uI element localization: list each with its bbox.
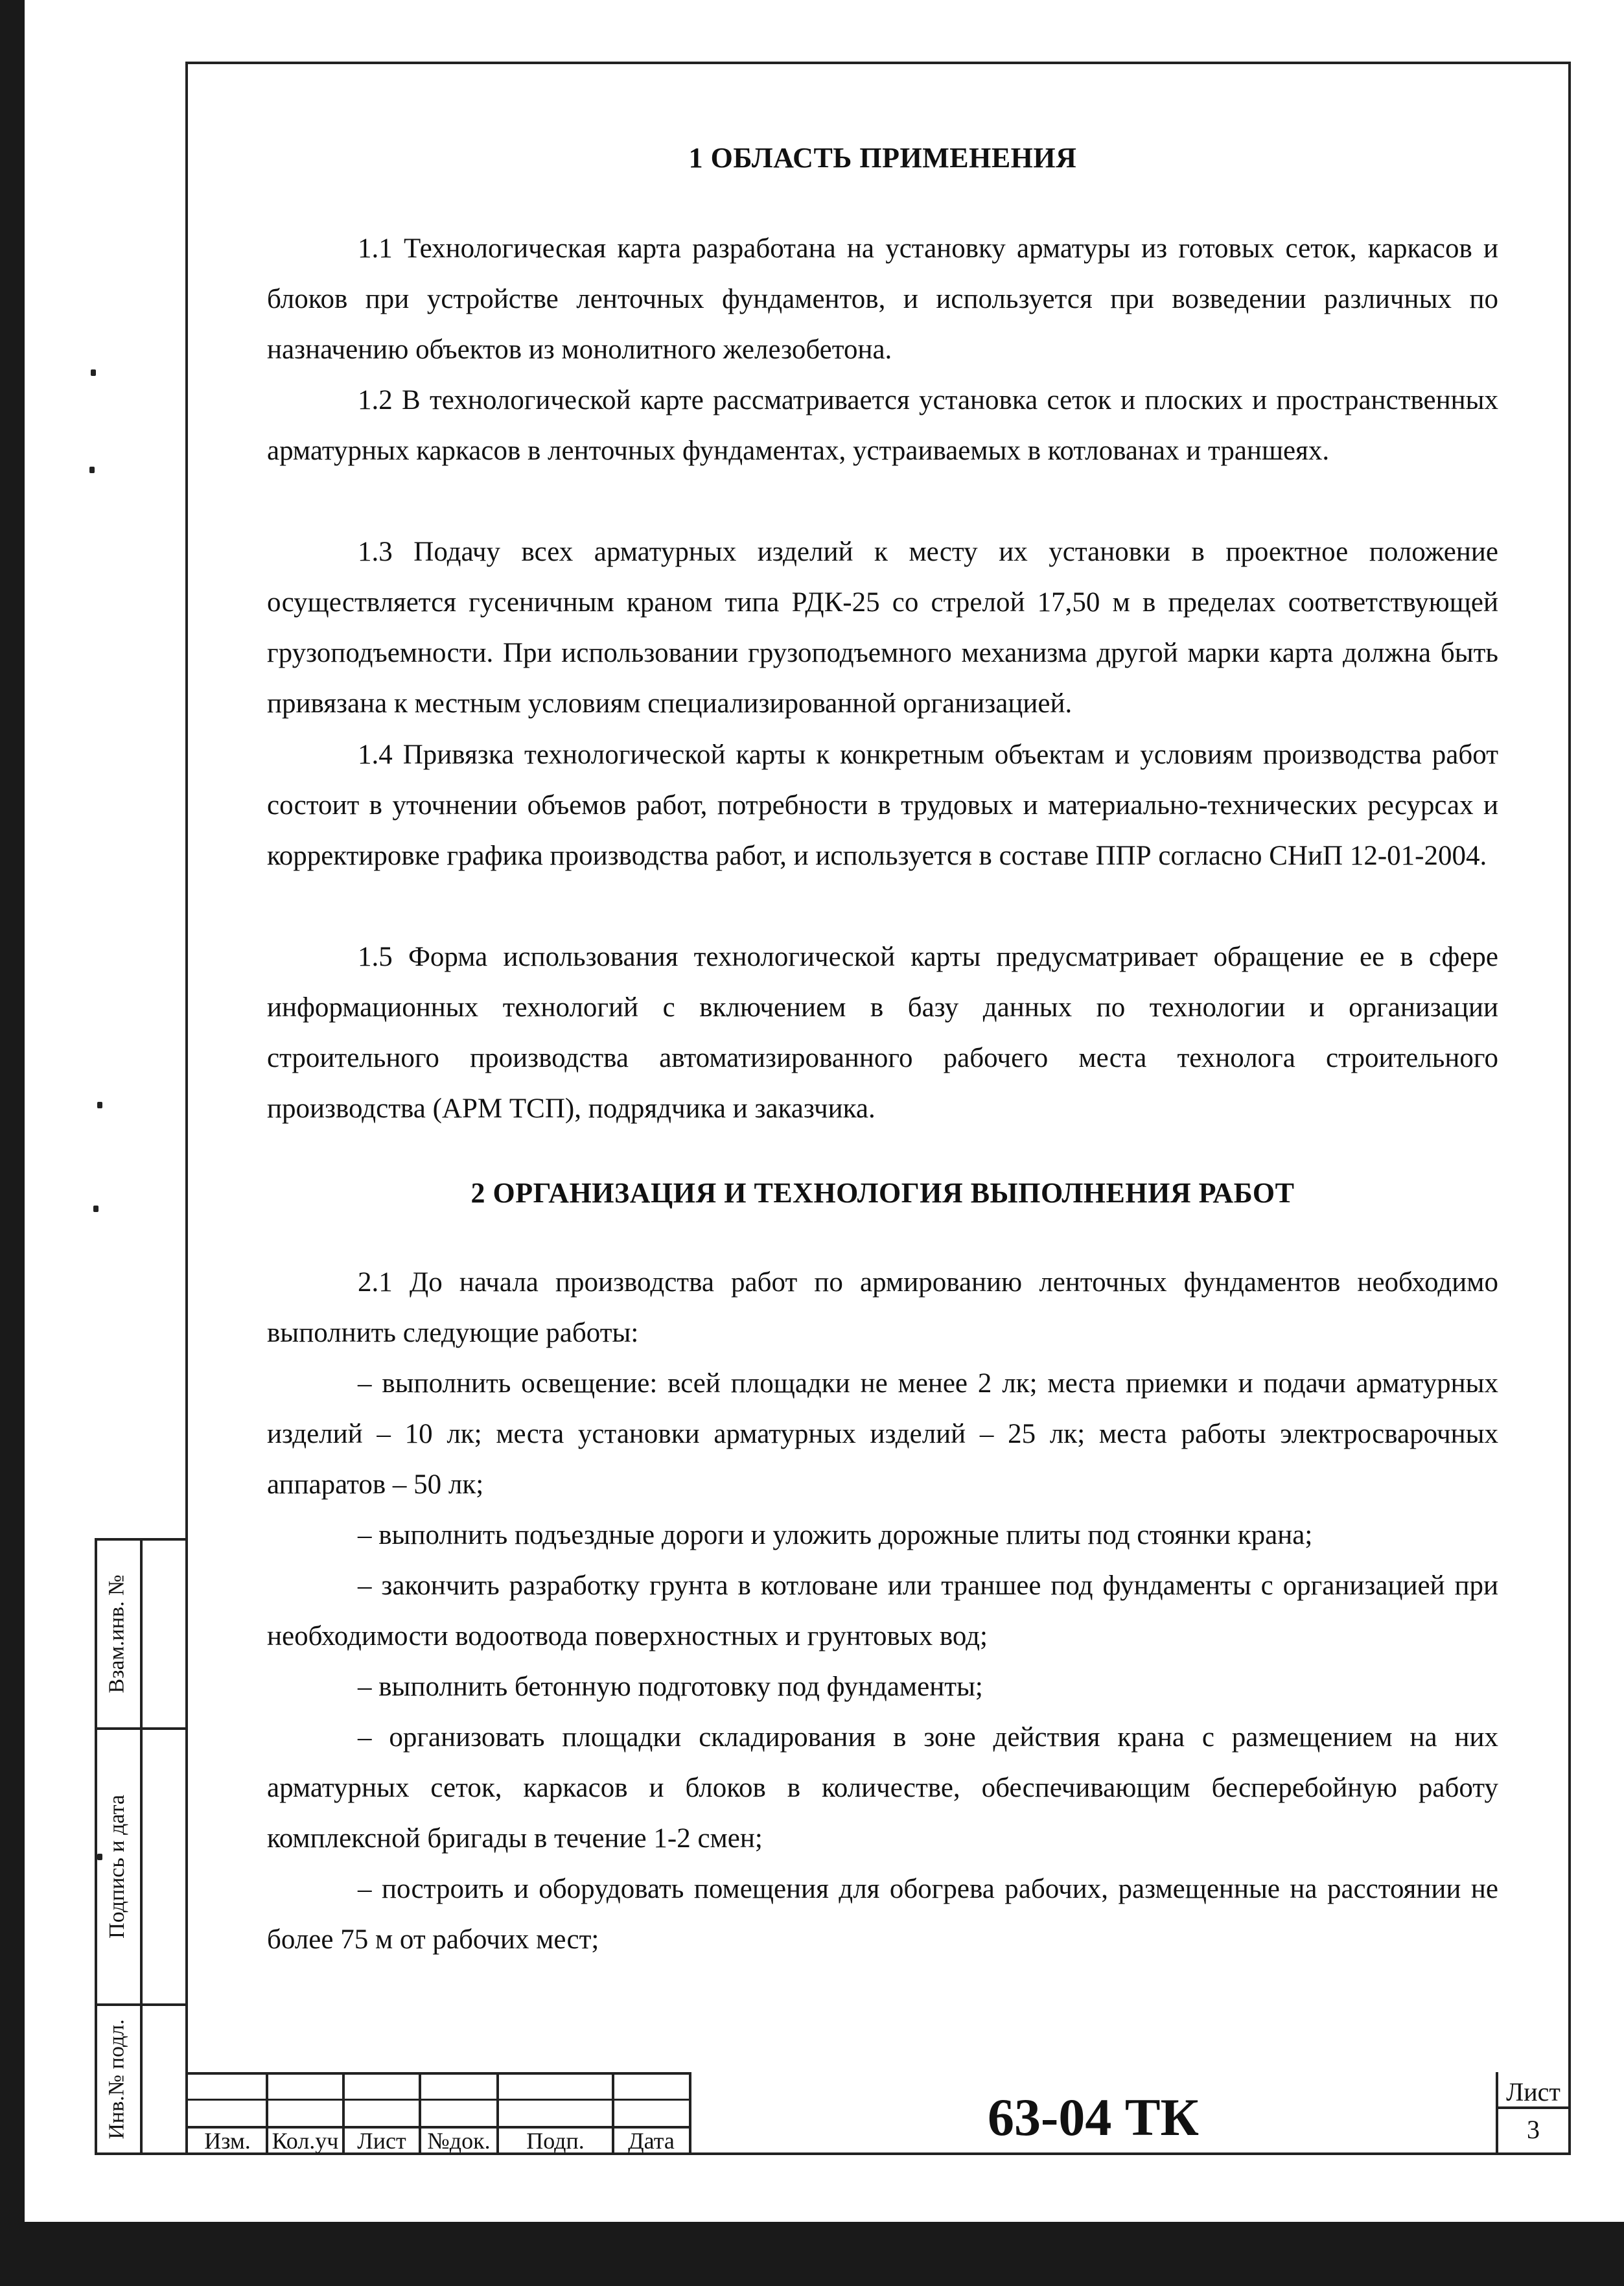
scan-border-bottom <box>0 2222 1624 2286</box>
paragraph: 1.5 Форма использования технологической карты предусматривает обращение ее в сфере информационных технологий с включением в базу данных по технологии и организации строительного производства автоматизированного рабочего места технолога строительного производства (АРМ ТСП), подрядчика и заказчика. <box>267 942 1498 1124</box>
list-item: – построить и оборудовать помещения для обогрева рабочих, размещенные на расстоянии не более 75 м от рабочих мест; <box>267 1874 1498 1955</box>
side-stamp-line <box>140 1538 143 2155</box>
section-heading: 1 ОБЛАСТЬ ПРИМЕНЕНИЯ <box>688 142 1077 174</box>
paragraph: 2.1 До начала производства работ по армированию ленточных фундаментов необходимо выполнить следующие работы: <box>267 1267 1498 1348</box>
side-stamp-line <box>95 1538 188 1541</box>
list-item: – выполнить бетонную подготовку под фундаменты; <box>358 1672 983 1702</box>
side-stamp-signature-date <box>95 1732 140 2001</box>
list-item: – закончить разработку грунта в котловане или траншее под фундаменты с организацией при необходимости водоотвода поверхностных и грунтовых вод; <box>267 1570 1498 1651</box>
list-item: – организовать площадки складирования в зоне действия крана с размещением на них арматурных сеток, каркасов и блоков в количестве, обеспечивающим бесперебойную работу комплексной бригады в течение 1-2 смен; <box>267 1722 1498 1854</box>
side-stamp-original-inv <box>95 2008 140 2151</box>
title-block-col-label: Лист <box>357 2128 406 2154</box>
title-block-col-label: Изм. <box>204 2128 251 2154</box>
document-code: 63-04 ТК <box>988 2088 1199 2147</box>
side-stamp-label: Подпись и дата <box>105 1795 129 1939</box>
paragraph: 1.4 Привязка технологической карты к конкретным объектам и условиям производства работ состоит в уточнении объемов работ, потребности в трудовых и материально-технических ресурсах и корректировке графика производства работ, и используется в составе ППР согласно СНиП 12-01-2004. <box>267 740 1498 871</box>
paragraph: 1.2 В технологической карте рассматривается установка сеток и плоских и пространственных арматурных каркасов в ленточных фундаментах, устраиваемых в котлованах и траншеях. <box>267 385 1498 466</box>
section-heading: 2 ОРГАНИЗАЦИЯ И ТЕХНОЛОГИЯ ВЫПОЛНЕНИЯ РАБОТ <box>470 1177 1295 1209</box>
title-block-col-label: Дата <box>628 2128 675 2154</box>
side-stamp-line <box>95 2003 188 2006</box>
side-stamp-label: Взам.инв. № <box>105 1574 130 1694</box>
sheet-number: 3 <box>1527 2115 1540 2144</box>
paragraph: 1.3 Подачу всех арматурных изделий к месту их установки в проектное положение осуществляется гусеничным краном типа РДК-25 со стрелой 17,50 м в пределах соответствующей грузоподъемности. При использовании грузоподъемного механизма другой марки карта должна быть привязана к местным условиям специализированной организацией. <box>267 537 1498 719</box>
title-block-col-label: №док. <box>427 2128 491 2154</box>
paragraph: 1.1 Технологическая карта разработана на установку арматуры из готовых сеток, каркасов и блоков при устройстве ленточных фундаментов, и используется при возведении различных по назначению объектов из монолитного железобетона. <box>267 233 1498 365</box>
scan-border-left <box>0 0 25 2286</box>
sheet-label: Лист <box>1506 2077 1560 2106</box>
title-block-col-label: Подп. <box>526 2128 585 2154</box>
side-stamp-line <box>95 1727 188 1730</box>
list-item: – выполнить освещение: всей площадки не менее 2 лк; места приемки и подачи арматурных изделий – 10 лк; места установки арматурных изделий – 25 лк; места работы электросварочных аппаратов – 50 лк; <box>267 1368 1498 1500</box>
list-item: – выполнить подъездные дороги и уложить дорожные плиты под стоянки крана; <box>358 1520 1313 1550</box>
title-block-col-label: Кол.уч <box>272 2128 339 2154</box>
side-stamp-line <box>95 2152 188 2155</box>
side-stamp-label: Инв.№ подл. <box>105 2019 130 2140</box>
side-stamp-replaced-inv <box>95 1543 140 1725</box>
